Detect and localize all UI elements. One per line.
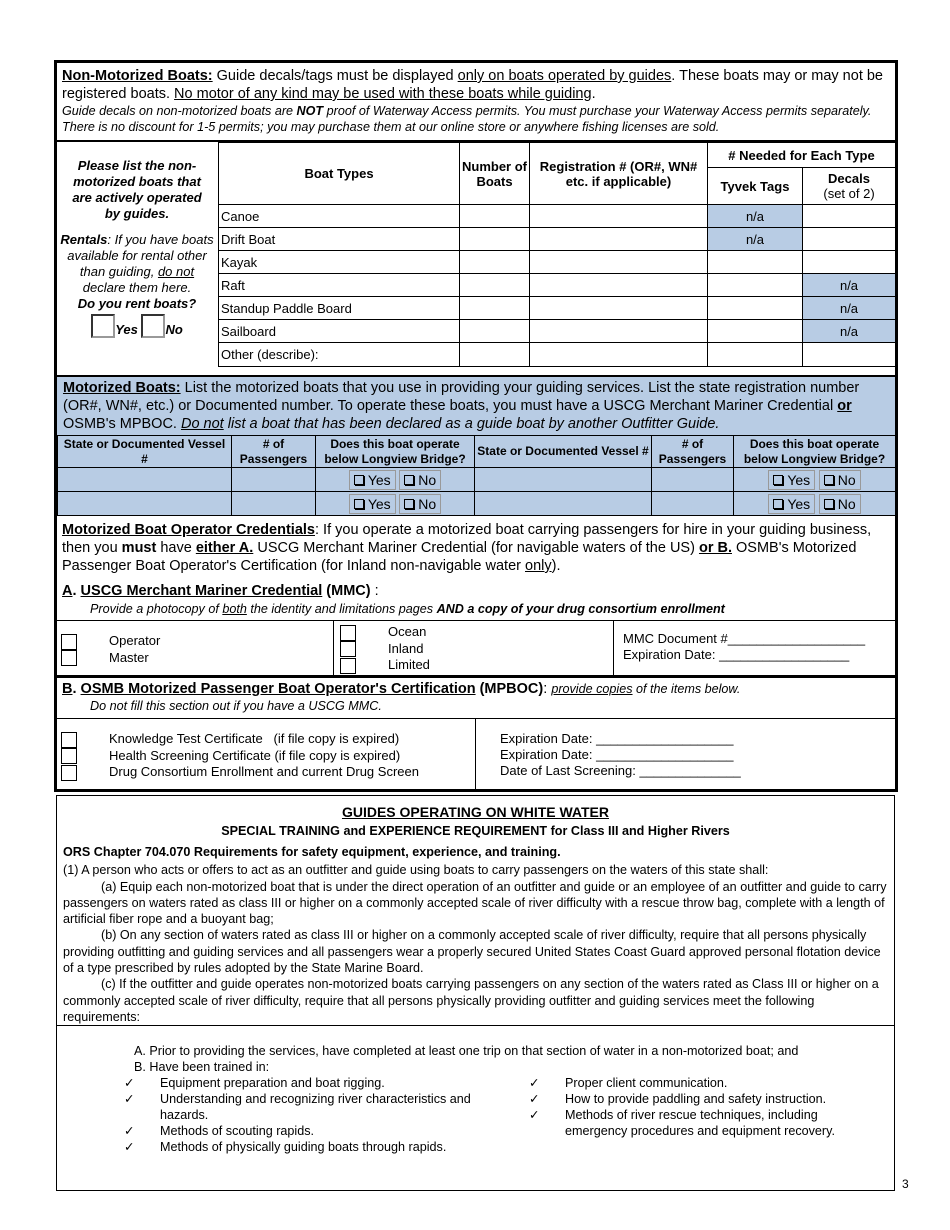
boat-row (219, 205, 896, 228)
training-text: Equipment preparation and boat rigging. (160, 1076, 385, 1090)
mpboc-item-checkbox[interactable] (61, 732, 77, 748)
decals-cell[interactable] (803, 205, 896, 228)
motorized-row (58, 492, 896, 516)
text: Guide decals on non-motorized boats are (62, 104, 297, 118)
text: AND a copy of your drug consortium enrollment (436, 602, 725, 616)
rentals-prompt (57, 158, 217, 338)
text: (set of 2) (823, 186, 875, 201)
boat-row (219, 274, 896, 297)
checkbox-icon (404, 499, 414, 509)
limited-checkbox[interactable] (340, 658, 356, 674)
text: have (156, 540, 196, 556)
text: provide copies (551, 682, 633, 696)
mpboc-item-label: Drug Consortium Enrollment and current Drug Screen (109, 764, 419, 780)
text: Guide decals/tags must be displayed (212, 68, 458, 84)
registration-cell[interactable] (530, 297, 708, 320)
inland-checkbox[interactable] (340, 641, 356, 657)
checkmark-icon: ✓ (124, 1124, 135, 1138)
text: NOT (296, 104, 324, 118)
boat-type: Drift Boat (219, 228, 460, 251)
text: OSMB's Motorized Passenger Boat Operator's Certification (for Inland non-navigable water (62, 540, 857, 574)
inland-label: Inland (388, 640, 424, 656)
no-label: No (165, 322, 183, 337)
motorized-table (57, 435, 896, 516)
text: proof of Waterway Access permits. You must purchase your Waterway Access permits separately. There is no discount for 1-5 permits; you may purchase them at our online store or anywhere fishing licenses are sold. (62, 104, 872, 134)
checkmark-icon: ✓ (124, 1076, 135, 1090)
operator-label: Operator (109, 633, 161, 648)
nonmotorized-title: Non-Motorized Boats: (62, 68, 213, 84)
nonmotorized-intro (62, 67, 894, 103)
text: or B. (698, 540, 732, 556)
mpboc-item-label: Knowledge Test Certificate (if file copy is expired) (109, 731, 400, 746)
header-number: Number of Boats (460, 143, 530, 205)
checkbox-icon (404, 475, 414, 485)
header-decals (803, 168, 896, 205)
registration-cell[interactable] (530, 205, 708, 228)
no-option[interactable] (819, 494, 861, 514)
training-text: Proper client communication. (565, 1076, 728, 1090)
text: A (62, 583, 73, 599)
text: List the motorized boats that you use in providing your guiding services. List the state registration number (OR#, WN#, etc.) or Documented number. To operate these boats, you must have a USCG Merchant Mariner Credential (63, 380, 860, 414)
mmc-heading: A. USCG Merchant Mariner Credential (MMC) : (62, 583, 379, 599)
checkmark-icon: ✓ (124, 1140, 135, 1154)
mpboc-grid (57, 718, 895, 790)
ocean-label: Ocean (388, 624, 427, 639)
ocean-checkbox[interactable] (340, 625, 356, 641)
tyvek-cell[interactable] (708, 343, 803, 367)
boat-row (219, 320, 896, 343)
tyvek-cell[interactable] (708, 274, 803, 297)
tyvek-cell[interactable] (708, 297, 803, 320)
no-label: No (418, 495, 437, 512)
boat-type: Kayak (219, 251, 460, 274)
text: B (62, 681, 73, 697)
text: the identity and limitations pages (246, 602, 437, 616)
mmc-document-field[interactable]: MMC Document #___________________ (623, 631, 866, 646)
text: must (121, 540, 157, 556)
yes-label: Yes (787, 495, 811, 512)
text: only on boats operated by guides (457, 68, 672, 84)
tyvek-cell[interactable] (708, 320, 803, 343)
tyvek-na: n/a (708, 228, 803, 251)
longview-cell (734, 492, 896, 516)
operator-checkbox[interactable] (61, 634, 77, 650)
text: ). (551, 558, 561, 574)
header-vessel: State or Documented Vessel # (58, 436, 232, 468)
decals-cell[interactable] (803, 251, 896, 274)
header-needed: # Needed for Each Type (708, 143, 896, 168)
header-boat-types: Boat Types (219, 143, 460, 205)
mpboc-item-label: Health Screening Certificate (if file copy is expired) (109, 747, 401, 763)
registration-cell[interactable] (530, 228, 708, 251)
registration-cell[interactable] (530, 274, 708, 297)
boat-type: Standup Paddle Board (219, 297, 460, 320)
text: declare them here. (82, 280, 192, 295)
paragraph: (1) A person who acts or offers to act as an outfitter and guide using boats to carry passengers on the waters of this state shall: (63, 863, 769, 878)
training-item (124, 1139, 514, 1155)
training-item (124, 1075, 514, 1091)
whitewater-subtitle: SPECIAL TRAINING and EXPERIENCE REQUIREMENT for Class III and Higher Rivers (221, 824, 730, 838)
no-label: No (837, 471, 856, 488)
master-label: Master (109, 649, 149, 665)
longview-cell (734, 468, 896, 492)
boat-type: Other (describe): (219, 343, 460, 367)
text: or (837, 398, 852, 414)
checkmark-icon: ✓ (529, 1076, 540, 1090)
training-list-left (124, 1075, 514, 1155)
checkmark-icon: ✓ (124, 1092, 135, 1106)
mpboc-date-field[interactable]: Expiration Date: ___________________ (500, 731, 734, 746)
text: : (543, 681, 552, 697)
no-label: No (837, 495, 856, 512)
registration-cell[interactable] (530, 343, 708, 367)
text: Provide a photocopy of (90, 602, 223, 616)
boat-row (219, 297, 896, 320)
registration-cell[interactable] (530, 251, 708, 274)
text: OSMB's MPBOC. (63, 416, 181, 432)
number-of-boats-cell[interactable] (460, 343, 530, 367)
paragraph: (a) Equip each non-motorized boat that is under the direct operation of an outfitter and guide or an employee of an outfitter and guide to carry passengers on waters rated as class III or higher on a commonly accepted scale of river difficulty with a rescue throw bag, complete with a length of artificial fiber rope and a buoyant bag; (63, 879, 887, 927)
yes-option[interactable] (768, 494, 815, 514)
boat-type: Sailboard (219, 320, 460, 343)
header-tyvek: Tyvek Tags (708, 168, 803, 205)
decals-na: n/a (803, 297, 896, 320)
checkbox-icon (824, 475, 834, 485)
training-text: Understanding and recognizing river characteristics and hazards. (160, 1092, 471, 1122)
text: list a boat that has been declared as a guide boat by another Outfitter Guide. (223, 416, 720, 432)
master-checkbox[interactable] (61, 650, 77, 666)
text: USCG Merchant Mariner Credential (for navigable waters of the US) (253, 540, 699, 556)
header-longview: Does this boat operate below Longview Bridge? (734, 436, 896, 468)
text: both (222, 602, 247, 616)
tyvek-na: n/a (708, 205, 803, 228)
training-item (529, 1091, 879, 1107)
longview-cell (316, 468, 475, 492)
checkbox-icon (773, 499, 783, 509)
no-option[interactable] (819, 470, 861, 490)
header-passengers: # of Passengers (232, 436, 316, 468)
checkbox-icon (354, 475, 364, 485)
yes-option[interactable] (349, 494, 396, 514)
rent-question: Do you rent boats? (77, 296, 197, 311)
number-of-boats-cell[interactable] (460, 228, 530, 251)
credentials-text (62, 521, 892, 575)
yes-label: Yes (367, 495, 391, 512)
yes-option[interactable] (768, 470, 815, 490)
passengers-cell[interactable] (652, 468, 734, 492)
number-of-boats-cell[interactable] (460, 251, 530, 274)
requirement-b: B. Have been trained in: (134, 1060, 270, 1074)
text: (MPBOC) (475, 681, 544, 697)
tyvek-cell[interactable] (708, 251, 803, 274)
longview-cell (316, 492, 475, 516)
text: Decals (828, 171, 870, 186)
text: Do not (180, 416, 224, 432)
vessel-cell[interactable] (475, 492, 652, 516)
boat-type: Canoe (219, 205, 460, 228)
text: do not (157, 264, 195, 279)
passengers-cell[interactable] (232, 492, 316, 516)
side-prompt: Please list the non-motorized boats that are actively operated by guides. (72, 158, 202, 221)
yes-option[interactable] (349, 470, 396, 490)
requirements (134, 1043, 894, 1075)
mmc-title: USCG Merchant Mariner Credential (80, 583, 323, 599)
text: : If you have boats available for rental other than guiding, (67, 232, 214, 279)
decals-na: n/a (803, 274, 896, 297)
mmc-expiration-field[interactable]: Expiration Date: __________________ (623, 647, 850, 662)
decals-cell[interactable] (803, 343, 896, 367)
yes-label: Yes (787, 471, 811, 488)
no-label: No (418, 471, 437, 488)
training-text: Methods of river rescue techniques, including emergency procedures and equipment recovery. (565, 1108, 835, 1138)
training-item (529, 1075, 879, 1091)
text: of the items below. (632, 682, 741, 696)
mpboc-item-checkbox[interactable] (61, 765, 77, 781)
no-option[interactable] (399, 470, 441, 490)
training-item (124, 1091, 514, 1123)
mpboc-item-checkbox[interactable] (61, 748, 77, 764)
ors-heading: ORS Chapter 704.070 Requirements for safety equipment, experience, and training. (63, 845, 561, 859)
checkbox-icon (354, 499, 364, 509)
text: . (591, 86, 596, 102)
checkbox-icon (773, 475, 783, 485)
no-option[interactable] (399, 494, 441, 514)
training-text: Methods of scouting rapids. (160, 1124, 315, 1138)
vessel-cell[interactable] (58, 468, 232, 492)
decals-cell[interactable] (803, 228, 896, 251)
checkmark-icon: ✓ (529, 1092, 540, 1106)
header-vessel: State or Documented Vessel # (475, 436, 652, 468)
mpboc-title: OSMB Motorized Passenger Boat Operator's Certification (80, 681, 476, 697)
training-text: Methods of physically guiding boats through rapids. (160, 1140, 447, 1154)
whitewater-title: GUIDES OPERATING ON WHITE WATER (341, 804, 610, 820)
nonmotorized-note (62, 103, 896, 135)
mmc-grid (57, 620, 895, 674)
passengers-cell[interactable] (652, 492, 734, 516)
passengers-cell[interactable] (232, 468, 316, 492)
vessel-cell[interactable] (475, 468, 652, 492)
text: Rentals (60, 232, 108, 247)
registration-cell[interactable] (530, 320, 708, 343)
paragraph: (b) On any section of waters rated as class III or higher on a commonly accepted scale of river difficulty, require that all persons physically providing outfitting and guiding services and all passengers wear a properly secured United States Coast Guard approved personal flotation device of a type prescribed by rules adopted by the State Marine Board. (63, 928, 881, 976)
rent-no-checkbox[interactable] (141, 314, 165, 338)
checkmark-icon: ✓ (529, 1108, 540, 1122)
motorized-row (58, 468, 896, 492)
boat-row (219, 251, 896, 274)
text: either A. (195, 540, 254, 556)
vessel-cell[interactable] (58, 492, 232, 516)
yes-label: Yes (367, 471, 391, 488)
number-of-boats-cell[interactable] (460, 297, 530, 320)
decals-na: n/a (803, 320, 896, 343)
credentials-title: Motorized Boat Operator Credentials (62, 522, 315, 538)
mmc-sub (90, 602, 725, 616)
motorized-title: Motorized Boats: (63, 380, 181, 396)
header-passengers: # of Passengers (652, 436, 734, 468)
number-of-boats-cell[interactable] (460, 320, 530, 343)
training-list-right (529, 1075, 879, 1139)
text: only (525, 558, 552, 574)
boat-row (219, 228, 896, 251)
motorized-intro (57, 375, 895, 435)
number-of-boats-cell[interactable] (460, 205, 530, 228)
paragraph: (c) If the outfitter and guide operates non-motorized boats carrying passengers on any section of the waters rated as Class III or higher on a commonly accepted scale of river difficulty, require that all persons physically providing outfitter and guiding services meet the following requirements: (63, 977, 879, 1024)
mpboc-heading: B. OSMB Motorized Passenger Boat Operator's Certification (MPBOC): provide copies of the items below. (62, 681, 741, 697)
nonmotorized-table (218, 142, 896, 367)
text: : If you operate a motorized boat carrying passengers for hire in your guiding business, then you (62, 522, 872, 556)
boat-type: Raft (219, 274, 460, 297)
page-number: 3 (902, 1177, 909, 1191)
mpboc-sub: Do not fill this section out if you have a USCG MMC. (90, 699, 382, 713)
header-registration: Registration # (OR#, WN# etc. if applicable) (530, 143, 708, 205)
number-of-boats-cell[interactable] (460, 274, 530, 297)
header-longview: Does this boat operate below Longview Bridge? (316, 436, 475, 468)
text: (MMC) (322, 583, 371, 599)
boat-row (219, 343, 896, 367)
mpboc-date-field[interactable]: Expiration Date: ___________________ (500, 747, 734, 762)
rent-yes-checkbox[interactable] (91, 314, 115, 338)
limited-label: Limited (388, 657, 430, 673)
text: No motor of any kind may be used with these boats while guiding (174, 86, 592, 102)
checkbox-icon (824, 499, 834, 509)
text: : (370, 583, 379, 599)
training-item (529, 1107, 879, 1139)
training-text: How to provide paddling and safety instruction. (565, 1092, 827, 1106)
requirement-a: A. Prior to providing the services, have completed at least one trip on that section of water in a non-motorized boat; and (134, 1044, 799, 1058)
yes-label: Yes (115, 322, 138, 337)
training-item (124, 1123, 514, 1139)
text: . These boats may or may not be registered boats. (62, 68, 883, 102)
whitewater-text (63, 844, 893, 1025)
divider (57, 675, 895, 678)
mpboc-date-field[interactable]: Date of Last Screening: ______________ (500, 763, 741, 778)
